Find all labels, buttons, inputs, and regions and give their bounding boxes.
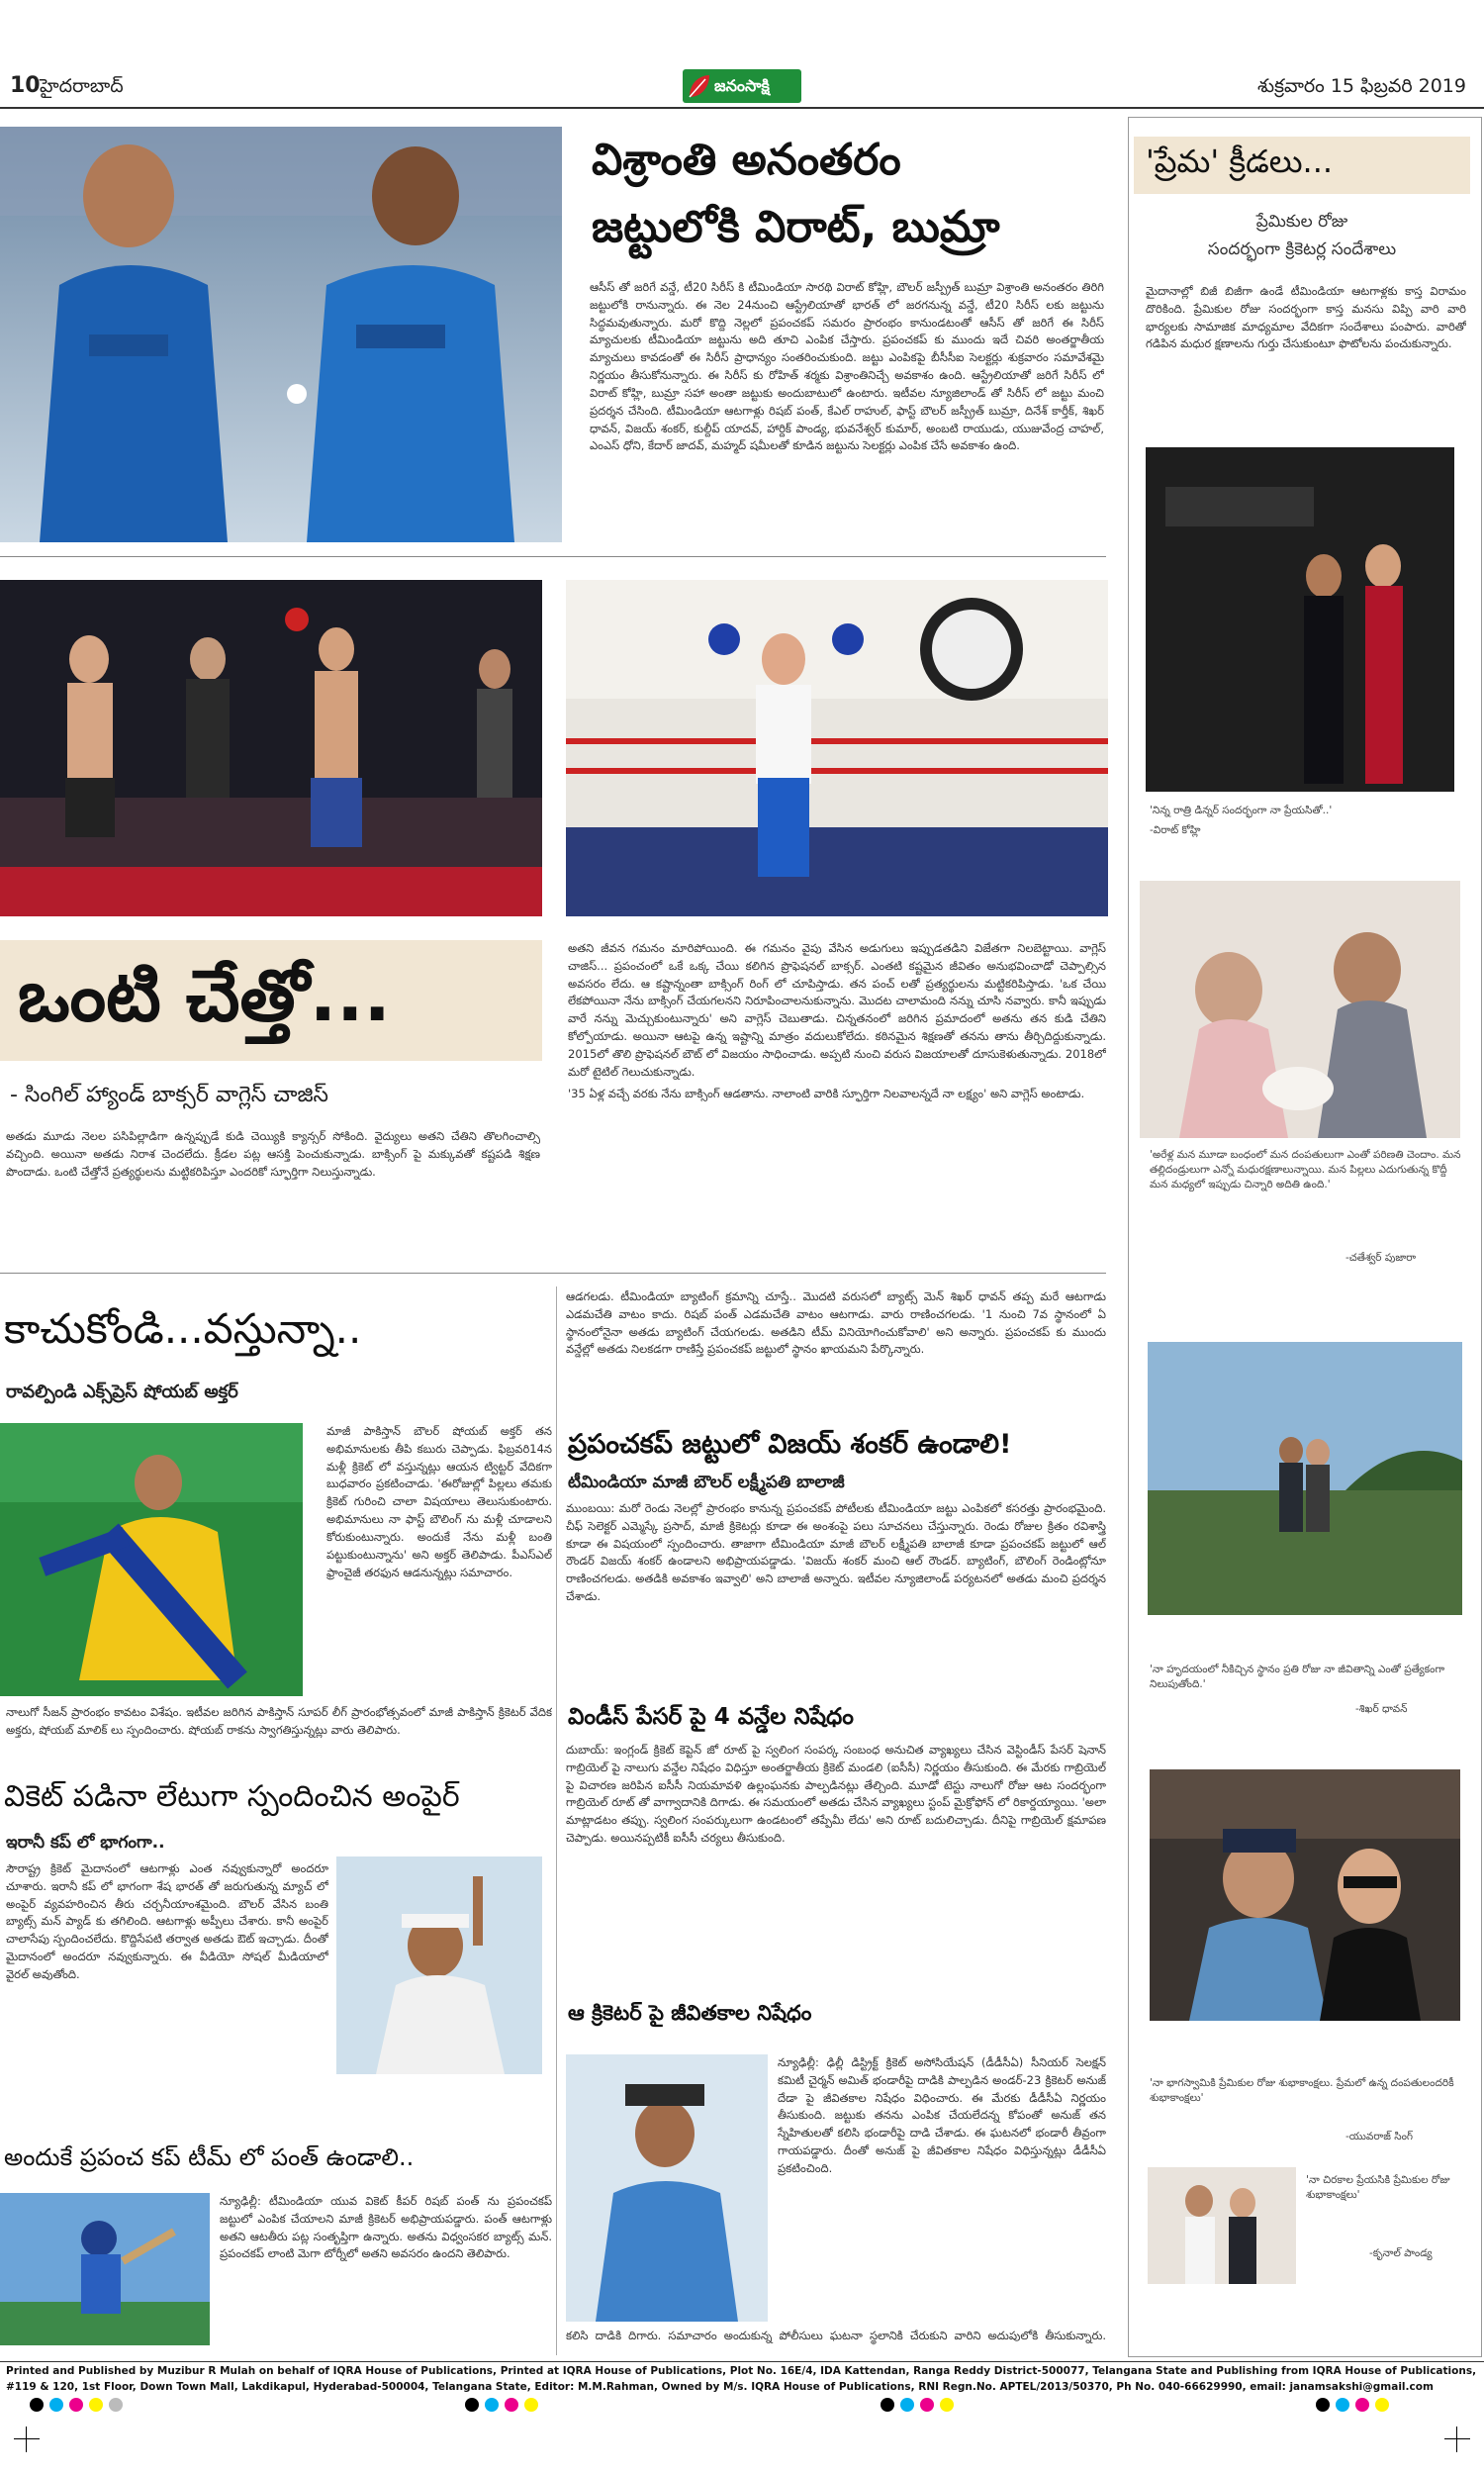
krunal-couple-photo (1148, 2167, 1296, 2284)
shoaib-akhtar-photo (0, 1423, 303, 1696)
lead-headline-line1: విశ్రాంతి అనంతరం (592, 135, 901, 185)
feature-body-left-text: అతడు మూడు నెలల పసిపిల్లాడిగా ఉన్నప్పుడే కుడి చెయ్యికి క్యాన్సర్ సోకింది. వైద్యులు అతని చేతిని తొలగించాల్సి వచ్చింది. అయినా అతడు నిరాశ చెందలేదు. క్రీడల పట్ల ఆసక్తి పెంచుకున్నాడు. బాక్సింగ్ పై మక్కువతో కష్టపడి శిక్షణ పొందాడు. ఒంటి చేత్తోనే ప్రత్యర్థులను మట్టికరిపిస్తూ ఎందరికో స్ఫూర్తిగా నిలుస్తున్నాడు. (6, 1129, 540, 1179)
sidebar-title: 'ప్రేమ' క్రీడలు... (1146, 143, 1334, 180)
credit-yuvraj: -యువరాజ్ సింగ్ (1345, 2131, 1414, 2142)
feature-body-right-text-2: '35 ఏళ్ల వచ్చే వరకు నేను బాక్సింగ్ ఆడతాను. నాలాంటి వారికి స్ఫూర్తిగా నిలవాలన్నదే నా లక్ష్యం' అని వాగ్లెస్ అంటాడు. (568, 1086, 1085, 1100)
sidebar-intro (1146, 283, 1466, 431)
pujara-family-photo (1140, 881, 1460, 1138)
feature-title-box (0, 940, 542, 1061)
vijay-body (566, 1500, 1106, 1698)
registration-color-bar (0, 2395, 1484, 2415)
vijay-subhead: టీమిండియా మాజీ బౌలర్ లక్ష్మీపతి బాలాజీ (568, 1473, 845, 1492)
windies-headline: విండీస్ పేసర్ పై 4 వన్డేల నిషేధం (568, 1704, 854, 1730)
caption-dhawan: 'నా హృదయంలో నీకిచ్చిన స్థానం ప్రతి రోజు నా జీవితాన్ని ఎంతో ప్రత్యేకంగా నిలుపుతోంది.' (1150, 1664, 1445, 1691)
caption-kohli: 'నిన్న రాత్రి డిన్నర్ సందర్భంగా నా ప్రేయసితో..' (1150, 805, 1333, 816)
vijay-body-text: ముంబయి: మరో రెండు నెలల్లో ప్రారంభం కానున్న ప్రపంచకప్ పోటీలకు టీమిండియా జట్టు ఎంపికలో కసరత్తు ప్రారంభమైంది. చీఫ్ సెలెక్టర్ ఎమ్మెస్కే ప్రసాద్, మాజీ క్రికెటర్లు కూడా ఈ అంశంపై పలు సూచనలు చేస్తున్నారు. రెండు రోజుల క్రితం రవిశాస్త్రి కూడా ఈ విషయంలో స్పందించారు. తాజాగా టీమిండియా మాజీ బౌలర్ లక్ష్మీపతి బాలాజీ కూడా ప్రపంచకప్ జట్టులో ఆల్ రౌండర్ విజయ్ శంకర్ ఉండాలని అభిప్రాయపడ్డాడు. 'విజయ్ శంకర్ మంచి ఆల్ రౌండర్. బ్యాటింగ్, బౌలింగ్ రెండింట్లోనూ రాణించగలడు. అతడికి అవకాశం ఇవ్వాలి' అని బాలాజీ అన్నారు. ఇటీవల న్యూజిలాండ్ పర్యటనలో అతడు మంచి ప్రదర్శన చేశాడు. (566, 1501, 1106, 1604)
feature-title: ఒంటి చేత్తో... (18, 954, 391, 1037)
credit-pujara: -చతేశ్వర్ పుజారా (1345, 1252, 1417, 1264)
yuvraj-couple-photo (1150, 1769, 1460, 2021)
imprint-line-2: #119 & 120, 1st Floor, Down Town Mall, Lakdikapul, Hyderabad-500004, Telangana State, Editor: M.M.Rahman, Owned by M/s. IQRA House of Publications, RNI Regn.No. APTEL/2013/50370, Ph No. 040-66629990, email: janamsakshi@gmail.com (6, 2381, 1434, 2393)
lead-photo-kohli-bumrah (0, 127, 562, 542)
pant-batting-photo (0, 2193, 210, 2345)
caption-pujara: 'అరేళ్ల మన మూడా బంధంలో మన దంపతులుగా ఎంతో పరిణతి చెందాం. మన తల్లిదండ్రులుగా ఎన్నో మధురక్షణాలున్నాయి. మన పిల్లలు ఎదుగుతున్న కొద్దీ మన మధ్యలో ఇప్పుడు చిన్నారి అదితి ఉంది.' (1150, 1149, 1461, 1191)
umpire-photo (336, 1856, 542, 2074)
caption-yuvraj: 'నా భాగస్వామికి ప్రేమికుల రోజు శుభాకాంక్షలు. ప్రేమలో ఉన్న దంపతులందరికీ శుభాకాంక్షలు' (1150, 2077, 1454, 2105)
sidebar-intro-text: మైదానాల్లో బిజీ బిజీగా ఉండే టీమిండియా ఆటగాళ్లకు కాస్త విరామం దొరికింది. ప్రేమికుల రోజు సందర్భంగా కాస్త మనసు విప్పి వారి వారి భార్యలకు సామాజిక మాధ్యమాల వేదికగా సందేశాలు పంపారు. వారితో గడిపిన మధుర క్షణాలను గుర్తు చేసుకుంటూ ఫొటోలను పంచుకున్నారు. (1146, 284, 1466, 351)
sidebar-title-box (1134, 137, 1470, 194)
umpire-headline: వికెట్ పడినా లేటుగా స్పందించిన అంపైర్ (4, 1779, 460, 1814)
ban-body-text: న్యూఢిల్లీ: ఢిల్లీ డిస్ట్రిక్ట్ క్రికెట్ అసోసియేషన్ (డీడీసీఏ) సీనియర్ సెలక్షన్ కమిటీ చైర్మన్ అమిత్ భండారీపై దాడికి పాల్పడిన అండర్-23 క్రికెటర్ అనుజ్ దేడా పై జీవితకాల నిషేధం విధించారు. ఈ మేరకు డీడీసీఏ నిర్ణయం తీసుకుంది. జట్టుకు తనను ఎంపిక చేయలేదన్న కోపంతో అనుజ్ తన స్నేహితులతో కలిసి భండారీపై దాడి చేశాడు. ఈ ఘటనలో భండారీ తీవ్రంగా గాయపడ్డారు. దీంతో అనుజ్ పై జీవితకాల నిషేధం విధిస్తున్నట్లు డీడీసీఏ ప్రకటించింది. (778, 2055, 1106, 2175)
shoaib-body-continued-text: నాలుగో సీజన్ ప్రారంభం కావటం విశేషం. ఇటీవల జరిగిన పాకిస్తాన్ సూపర్ లీగ్ ప్రారంభోత్సవంలో మాజీ పాకిస్తాన్ క్రికెటర్ వేదిక అక్తరు, షోయబ్ మాలిక్ లు స్పందించారు. షోయబ్ రాకను స్వాగతిస్తున్నట్లు వారు తెలిపారు. (6, 1705, 552, 1737)
pant-body-text: న్యూఢిల్లీ: టీమిండియా యువ వికెట్ కీపర్ రిషబ్ పంత్ ను ప్రపంచకప్ జట్టులో ఎంపిక చేయాలని మాజీ క్రికెటర్ అభిప్రాయపడ్డారు. పంత్ ఆటగాళ్లు అతని ఆటతీరు పట్ల సంతృప్తిగా ఉన్నారు. అతను విధ్వంసకర బ్యాట్స్ మన్. ప్రపంచకప్ లాంటి మెగా టోర్నీలో అతని అవసరం ఉందని తెలిపారు. (220, 2194, 552, 2261)
feature-body-right-text-1: అతని జీవన గమనం మారిపోయింది. ఈ గమనం వైపు వేసిన అడుగులు ఇప్పుడతడిని విజేతగా నిలబెట్టాయి. వాగ్లెస్ చాజిస్... ప్రపంచంలో ఒకే ఒక్క చేయి కలిగిన ప్రొఫెషనల్ బాక్సర్. ఎంతటి కష్టమైన జీవితం అనుభవించాడో చెప్పాల్సిన అవసరం లేదు. ఆ కష్టాన్నంతా బాక్సింగ్ రింగ్ లో చూపిస్తాడు. తన పంచ్ లతో ప్రత్యర్థులను మట్టికరిపిస్తాడు. 'ఒక చేయి లేకపోయినా నేను బాక్సింగ్ చేయగలనని నిరూపించాలనుకున్నాను. మొదట చాలామంది నన్ను చూసి నవ్వారు. కానీ ఇప్పుడు వారే నన్ను మెచ్చుకుంటున్నారు' అని వాగ్లెస్ చెబుతాడు. చిన్నతనంలో జరిగిన ప్రమాదంలో అతను తన కుడి చేతిని కోల్పోయాడు. అయినా ఆటపై ఉన్న ఇష్టాన్ని మాత్రం వదులుకోలేదు. కఠినమైన శిక్షణతో తనను తాను తీర్చిదిద్దుకున్నాడు. 2015లో తొలి ప్రొఫెషనల్ బౌట్ లో విజయం సాధించాడు. అప్పటి నుంచి వరుస విజయాలతో దూసుకెళుతున్నాడు. 2018లో మరో టైటిల్ గెలుచుకున్నాడు. (568, 941, 1106, 1079)
windies-body (566, 1742, 1106, 1995)
feature-body-left (6, 1128, 540, 1257)
page-number: 10 (10, 73, 41, 98)
center-body-top-text: ఆడగలడు. టీమిండియా బ్యాటింగ్ క్రమాన్ని చూస్తే.. మొదటి వరుసలో బ్యాట్స్ మెన్ శిఖర్ ధావన్ తప్ప మరే ఆటగాడు ఎడమచేతి వాటం కాదు. రిషబ్ పంత్ ఎడమచేతి వాటం ఆటగాడు. వారు రాణించగలడు. '1 నుంచి 7వ స్థానంలో ఏ స్థానంలోనైనా అతడు బ్యాటింగ్ చేయగలడు. అతడిని టీమ్ వినియోగించుకోవాలి' అని అన్నారు. ప్రపంచకప్ కు ముందు వన్డేల్లో అతడు నిలకడగా రాణిస్తే ప్రపంచకప్ జట్టులో స్థానం ఖాయమని పేర్కొన్నారు. (566, 1289, 1106, 1357)
logo-text: జనంసాక్షి (714, 76, 770, 95)
boxing-gym-photo (566, 580, 1108, 916)
shoaib-body (326, 1423, 552, 1692)
crop-mark-right (1444, 2427, 1470, 2452)
lead-body-text: ఆసీస్ తో జరిగే వన్డే, టీ20 సిరీస్ కి టీమిండియా సారథి విరాట్ కోహ్లి, బౌలర్ జస్ప్రీత్ బుమ్రా విశ్రాంతి అనంతరం తిరిగి జట్టులోకి రానున్నారు. ఈ నెల 24నుంచి ఆస్ట్రేలియాతో భారత్ లో జరగనున్న వన్డే, టీ20 సిరీస్ లకు జట్టును సిద్ధమవుతున్నారు. మరో కొద్ది నెల్లలో ప్రపంచకప్ సమరం ప్రారంభం కానుండటంతో ఆసీస్ తో జరిగే ఈ సిరీస్ మ్యాచులకు టీమిండియా జట్టును అది తూచి ఎంపిక చేస్తారు. ప్రపంచకప్ కు ముందు ఇదే చివరి అంతర్జాతీయ మ్యాచులు కావడంతో ఈ సిరీస్ ప్రాధాన్యం సంతరించుకుంది. జట్టు ఎంపికపై బీసీసీఐ సెలక్టర్లు శుక్రవారం సమావేశమై నిర్ణయం తీసుకోనున్నారు. ఈ సిరీస్ కు రోహిత్ శర్మకు విశ్రాంతినిచ్చే అవకాశం ఉంది. ఆస్ట్రేలియాతో జరిగే సిరీస్ లో విరాట్ కోహ్లి, బుమ్రా సహా అంతా జట్టుకు అందుబాటులో ఉంటారు. ఇటీవల న్యూజిలాండ్ తో సిరీస్ లో జట్టు మంచి ప్రదర్శన చేసింది. టీమిండియా ఆటగాళ్లు రిషబ్ పంత్, కేఎల్ రాహుల్, ఫాస్ట్ బౌలర్ జస్ప్రీత్ బుమ్రా, దినేశ్ కార్తీక్, శిఖర్ ధావన్, విజయ్ శంకర్, కుల్దీప్ యాదవ్, హార్దిక్ పాండ్య, భువనేశ్వర్ కుమార్, అంబటి రాయుడు, యుజువేంద్ర చాహల్, ఎంఎస్ ధోని, కేదార్ జాదవ్, మహ్మద్ షమీలతో కూడిన జట్టును సెలక్టర్లు ఎంపిక చేసే అవకాశం ఉంది. (590, 280, 1104, 453)
credit-krunal: -కృనాల్ పాండ్య (1369, 2247, 1433, 2259)
crop-mark-left (14, 2427, 40, 2452)
sidebar-subtitle-2: సందర్భంగా క్రికెటర్ల సందేశాలు (1207, 239, 1397, 259)
shoaib-body-text: మాజీ పాకిస్తాన్ బౌలర్ షోయబ్ అక్తర్ తన అభిమానులకు తీపి కబురు చెప్పాడు. ఫిబ్రవరి14న మళ్లీ క్రికెట్ లో వస్తున్నట్లు ఆయన ట్విట్టర్ వేదికగా బుధవారం ప్రకటించాడు. 'ఈరోజుల్లో పిల్లలు తమకు క్రికెట్ గురించి చాలా విషయాలు తెలుసుకుంటారు. అభిమానులు నా ఫాస్ట్ బౌలింగ్ ను మళ్లీ చూడాలని కోరుకుంటున్నారు. అందుకే నేను మళ్లీ బంతి పట్టుకుంటున్నాను' అని అక్తర్ తెలిపాడు. పీఎస్ఎల్ ఫ్రాంచైజీ తరఫున ఆడనున్నట్లు సమాచారం. (326, 1424, 552, 1579)
caption-krunal: 'నా చిరకాల ప్రేయసికి ప్రేమికుల రోజు శుభాకాంక్షలు' (1306, 2174, 1450, 2202)
masthead-logo (683, 69, 801, 103)
feature-body-right (568, 940, 1106, 1263)
center-body-bottom-text: కలిసి దాడికి దిగారు. సమాచారం అందుకున్న పోలీసులు ఘటనా స్థలానికి చేరుకుని వారిని అదుపులోకి తీసుకున్నారు. (566, 2329, 1106, 2342)
credit-dhawan: -శిఖర్ ధావన్ (1355, 1703, 1408, 1715)
cricketer-portrait-photo (566, 2054, 768, 2322)
feature-subtitle: - సింగిల్ హ్యాండ్ బాక్సర్ వాగ్లెస్ చాజిస్ (10, 1083, 328, 1107)
shoaib-body-continued (6, 1704, 552, 1760)
issue-date: శుక్రవారం 15 ఫిబ్రవరి 2019 (1257, 75, 1466, 97)
logo-leaf-icon (686, 71, 713, 101)
center-body-bottom (566, 2328, 1106, 2345)
ban-headline: ఆ క్రికెటర్ పై జీవితకాల నిషేధం (568, 2001, 812, 2025)
credit-kohli: -విరాట్ కోహ్లి (1150, 824, 1201, 836)
sidebar-subtitle-1: ప్రేమికుల రోజు (1255, 212, 1348, 232)
lead-body (590, 279, 1104, 546)
pant-headline: అందుకే ప్రపంచ కప్ టీమ్ లో పంత్ ఉండాలి.. (4, 2143, 415, 2171)
kohli-anushka-photo (1146, 447, 1454, 792)
boxing-ring-photo (0, 580, 542, 916)
pant-body (220, 2193, 552, 2349)
umpire-body-text: సౌరాష్ట్ర క్రికెట్ మైదానంలో ఆటగాళ్లు ఎంత నవ్వుకున్నారో అందరూ చూశారు. ఇరానీ కప్ లో భాగంగా శేష భారత్ తో జరుగుతున్న మ్యాచ్ లో అంపైర్ వ్యవహరించిన తీరు చర్చనీయాంశమైంది. బౌలర్ వేసిన బంతి బ్యాట్స్ మన్ ప్యాడ్ కు తగిలింది. ఆటగాళ్లు అప్పీలు చేశారు. కానీ అంపైర్ చాలాసేపు స్పందించలేదు. కొద్దిసేపటి తర్వాత అతడు ఔట్ ఇచ్చాడు. దీంతో మైదానంలో అందరూ నవ్వుకున్నారు. ఈ వీడియో సోషల్ మీడియాలో వైరల్ అవుతోంది. (6, 1861, 328, 1981)
umpire-subhead: ఇరానీ కప్ లో భాగంగా.. (6, 1833, 165, 1853)
umpire-body (6, 1860, 328, 2122)
imprint-line-1: Printed and Published by Muzibur R Mulah on behalf of IQRA House of Publications, Printed at IQRA House of Publications, Plot No. 16E/4, IDA Kattendan, Ranga Reddy District-500077, Telangana State and Publishing from IQRA House of Publications, (6, 2365, 1477, 2377)
lead-headline-line2: జట్టులోకి విరాట్, బుమ్రా (592, 202, 1000, 252)
center-body-top (566, 1288, 1106, 1423)
windies-body-text: దుబాయ్: ఇంగ్లండ్ క్రికెట్ కెప్టెన్ జో రూట్ పై స్వలింగ సంపర్క సంబంధ అనుచిత వ్యాఖ్యలు చేసిన వెస్టిండీస్ పేసర్ షెనాన్ గాబ్రియెల్ పై నాలుగు వన్డేల నిషేధం విధిస్తూ అంతర్జాతీయ క్రికెట్ మండలి (ఐసీసీ) నిర్ణయం తీసుకుంది. ఈ మేరకు గాబ్రియెల్ పై విచారణ జరిపిన ఐసీసీ నియమావళి ఉల్లంఘనకు పాల్పడినట్లు తేల్చింది. మూడో టెస్టు నాలుగో రోజు ఆట సందర్భంగా గాబ్రియెల్ రూట్ తో వాగ్వాదానికి దిగాడు. ఈ సమయంలో అతడు చేసిన వ్యాఖ్యలు స్టంప్ మైక్రోఫోన్ లో రికార్డయ్యాయి. 'అలా మాట్లాడటం తప్పు. స్వలింగ సంపర్కులుగా ఉండటంలో తప్పేమీ లేదు' అని రూట్ బదులిచ్చాడు. దీనిపై గాబ్రియెల్ క్షమాపణ చెప్పాడు. అయినప్పటికీ ఐసీసీ చర్యలు తీసుకుంది. (566, 1743, 1106, 1846)
shoaib-subhead: రావల్పిండి ఎక్స్‌ప్రెస్ షోయబ్ అక్తర్ (6, 1381, 238, 1402)
city-label: హైదరాబాద్ (40, 75, 124, 97)
shoaib-headline: కాచుకోండి...వస్తున్నా.. (4, 1304, 362, 1353)
vijay-headline: ప్రపంచకప్ జట్టులో విజయ్ శంకర్ ఉండాలి! (568, 1429, 1012, 1460)
ban-body (778, 2054, 1106, 2324)
dhawan-couple-photo (1148, 1342, 1462, 1615)
page-header (0, 67, 1484, 109)
